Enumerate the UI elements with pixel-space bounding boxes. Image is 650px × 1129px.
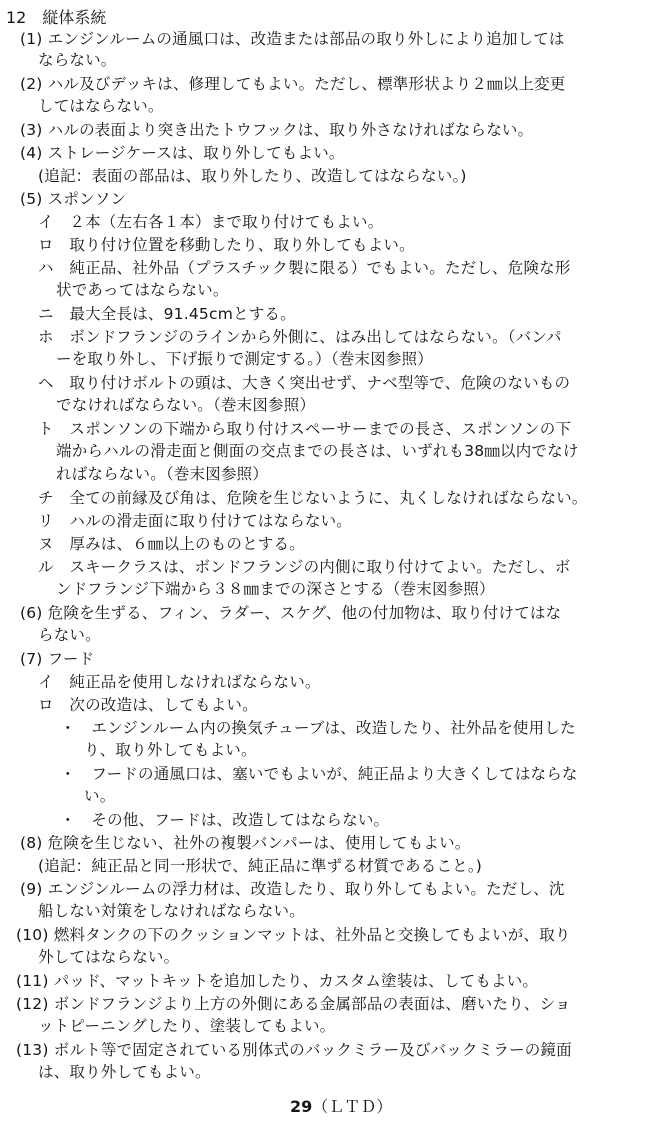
text-line: い。: [84, 787, 116, 805]
text-line: (7) フード: [20, 650, 95, 668]
text-line: (13) ボルト等で固定されている別体式のバックミラー及びバックミラーの鏡面: [16, 1041, 572, 1059]
text-line: イ 純正品を使用しなければならない。: [38, 673, 321, 691]
text-line: り、取り外してもよい。: [84, 741, 257, 759]
text-line: ニ 最大全長は、91.45cmとする。: [38, 305, 296, 323]
text-line: ンドフランジ下端から３８㎜までの深さとする（巻末図参照）: [56, 580, 495, 598]
section-title: 12 縦体系統: [6, 8, 107, 27]
text-line: らない。: [38, 626, 101, 644]
text-line: (2) ハル及びデッキは、修理してもよい。ただし、標準形状より２㎜以上変更: [20, 75, 566, 93]
text-line: (10) 燃料タンクの下のクッションマットは、社外品と交換してもよいが、取り: [16, 926, 571, 944]
page-number: 29: [290, 1097, 313, 1116]
text-line: ・ フードの通風口は、塞いでもよいが、純正品より大きくしてはならな: [60, 765, 578, 783]
text-line: ットピーニングしたり、塗装してもよい。: [38, 1017, 336, 1035]
text-line: 外してはならない。: [38, 948, 180, 966]
text-line: してはならない。: [38, 97, 164, 115]
text-line: ル スキークラスは、ボンドフランジの内側に取り付けてよい。ただし、ボ: [38, 558, 571, 576]
text-line: (11) パッド、マットキットを追加したり、カスタム塗装は、してもよい。: [16, 972, 539, 990]
text-line: ・ その他、フードは、改造してはならない。: [60, 811, 390, 829]
text-line: 端からハルの滑走面と側面の交点までの長さは、いずれも38㎜以内でなけ: [56, 442, 579, 460]
text-line: (1) エンジンルームの通風口は、改造または部品の取り外しにより追加しては: [20, 30, 565, 48]
text-line: ロ 取り付け位置を移動したり、取り外してもよい。: [38, 236, 415, 254]
text-line: ならない。: [38, 51, 117, 69]
text-line: チ 全ての前縁及び角は、危険を生じないように、丸くしなければならない。: [38, 489, 588, 507]
text-line: (12) ボンドフランジより上方の外側にある金属部品の表面は、磨いたり、ショ: [16, 995, 571, 1013]
text-line: (5) スポンソン: [20, 190, 127, 208]
text-line: ヘ 取り付けボルトの頭は、大きく突出せず、ナベ型等で、危険のないもの: [38, 374, 571, 392]
text-line: (追記：純正品と同一形状で、純正品に準ずる材質であること。): [38, 857, 483, 875]
text-line: ホ ボンドフランジのラインから外側に、はみ出してはならない。（バンパ: [38, 328, 562, 346]
text-line: 状であってはならない。: [56, 281, 229, 299]
text-line: (6) 危険を生ずる、フィン、ラダー、スケグ、他の付加物は、取り付けてはな: [20, 604, 562, 622]
text-line: 船しない対策をしなければならない。: [38, 902, 305, 920]
text-line: リ ハルの滑走面に取り付けてはならない。: [38, 512, 353, 530]
text-line: でなければならない。（巻末図参照）: [56, 396, 316, 414]
text-line: イ ２本（左右各１本）まで取り付けてもよい。: [38, 213, 384, 231]
text-line: は、取り外してもよい。: [38, 1063, 211, 1081]
text-line: ればならない。（巻末図参照）: [56, 465, 269, 483]
text-line: ハ 純正品、社外品（プラスチック製に限る）でもよい。ただし、危険な形: [38, 259, 571, 277]
text-line: (8) 危険を生じない、社外の複製バンパーは、使用してもよい。: [20, 834, 471, 852]
page-label: （ＬＴＤ）: [312, 1097, 393, 1116]
text-line: (3) ハルの表面より突き出たトウフックは、取り外さなければならない。: [20, 121, 534, 139]
text-line: ヌ 厚みは、６㎜以上のものとする。: [38, 535, 305, 553]
text-line: (9) エンジンルームの浮力材は、改造したり、取り外してもよい。ただし、沈: [20, 880, 565, 898]
text-line: (追記：表面の部品は、取り外したり、改造してはならない。): [38, 167, 467, 185]
text-line: ーを取り外し、下げ振りで測定する。）（巻末図参照）: [56, 350, 434, 368]
text-line: ・ エンジンルーム内の換気チューブは、改造したり、社外品を使用した: [60, 719, 576, 737]
text-line: ロ 次の改造は、してもよい。: [38, 696, 258, 714]
text-line: (4) ストレージケースは、取り外してもよい。: [20, 144, 345, 162]
page-footer: [290, 1097, 392, 1117]
text-line: ト スポンソンの下端から取り付けスペーサーまでの長さ、スポンソンの下: [38, 420, 572, 438]
